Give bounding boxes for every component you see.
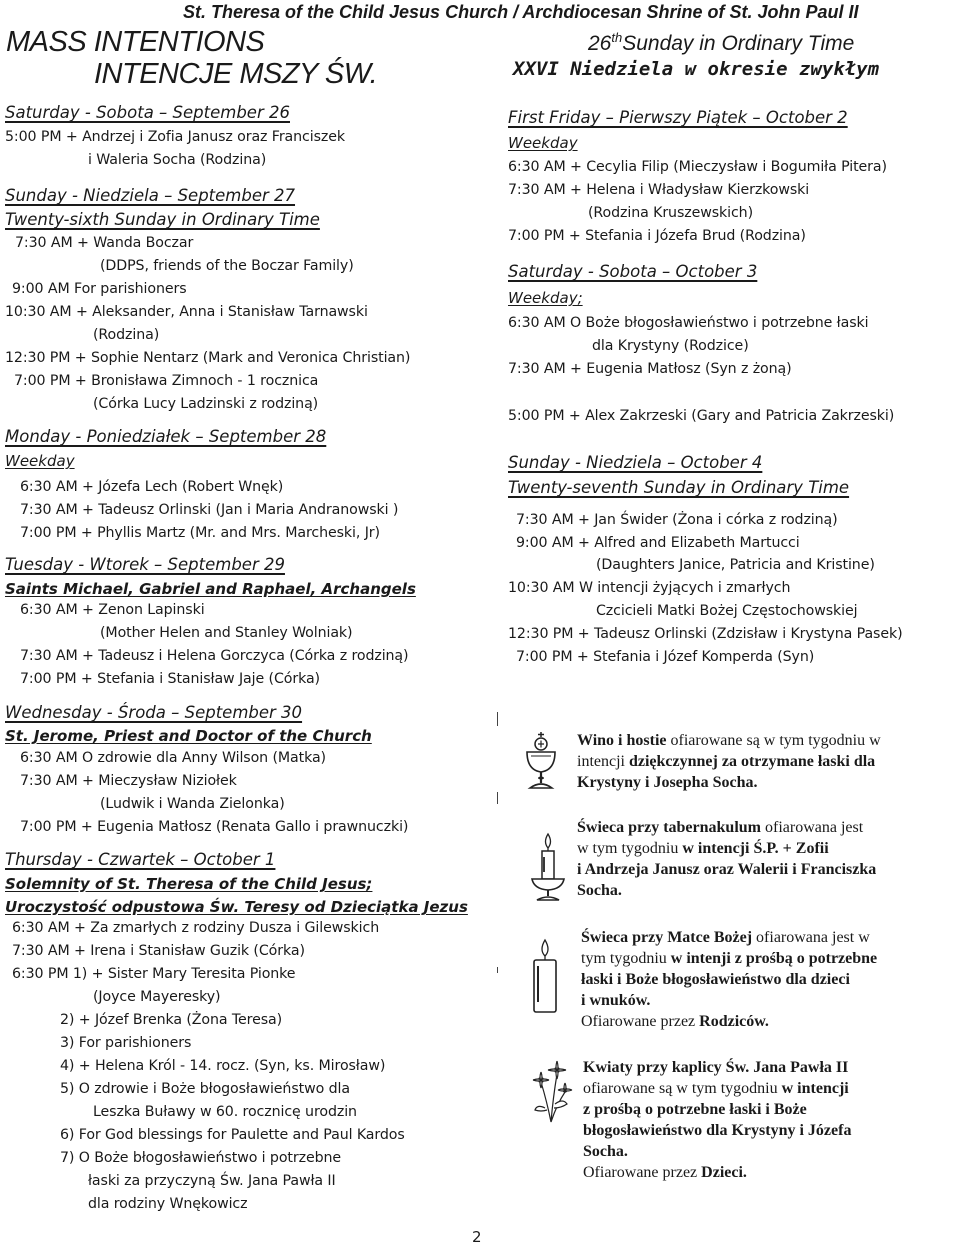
feast-subheading: Twenty-sixth Sunday in Ordinary Time bbox=[5, 210, 320, 229]
intention-line: dla Krystyny (Rodzice) bbox=[592, 338, 749, 354]
intention-line: dla rodziny Wnękowicz bbox=[88, 1196, 248, 1212]
tabernacle-candle-note: Świeca przy tabernakulum ofiarowana jest w tym tygodniu w intencji Ś.P. + Zofii i Andrzeja Janusz oraz Walerii i Franciszka Socha. bbox=[577, 819, 877, 899]
day-heading: Monday - Poniedziałek – September 28 bbox=[5, 427, 327, 446]
intention-line: (Rodzina) bbox=[93, 327, 160, 343]
day-heading: First Friday – Pierwszy Piątek – October 2 bbox=[508, 108, 848, 127]
intention-line: 10:30 AM + Aleksander, Anna i Stanisław Tarnawski bbox=[5, 304, 368, 320]
page-number: 2 bbox=[472, 1228, 482, 1246]
mass-intentions-title-pl: INTENCJE MSZY ŚW. bbox=[94, 58, 378, 90]
parish-header: St. Theresa of the Child Jesus Church / Archdiocesan Shrine of St. John Paul II bbox=[183, 2, 859, 22]
flowers-icon bbox=[527, 1052, 575, 1126]
intention-line: (Mother Helen and Stanley Wolniak) bbox=[100, 625, 353, 641]
intention-line: 7:00 PM + Stefania i Stanisław Jaje (Córka) bbox=[20, 671, 320, 687]
day-heading: Sunday - Niedziela – October 4 bbox=[508, 453, 763, 472]
feast-subheading: St. Jerome, Priest and Doctor of the Church bbox=[5, 727, 372, 745]
border-mark bbox=[497, 792, 498, 804]
intention-line: Czcicieli Matki Bożej Częstochowskiej bbox=[596, 603, 858, 619]
intention-line: 7:30 AM + Jan Świder (Żona i córka z rodziną) bbox=[516, 512, 838, 528]
offerings-box bbox=[497, 712, 945, 1194]
mary-candle-note: Świeca przy Matce Bożej ofiarowana jest w tym tygodniu w intenji z prośbą o potrzebne łaski i Boże błogosławieństwo dla dzieci i wnuków. Ofiarowane przez Rodziców. bbox=[581, 929, 878, 1030]
intention-line: 5:00 PM + Alex Zakrzeski (Gary and Patricia Zakrzeski) bbox=[508, 408, 895, 424]
flowers-note: Kwiaty przy kaplicy Św. Jana Pawła II ofiarowane są w tym tygodniu w intencji z prośbą o potrzebne łaski i Boże błogosławieństwo dla Krystyny i Józefa Socha. Ofiarowane przez Dzieci. bbox=[583, 1059, 852, 1181]
intention-line: 6:30 AM + Cecylia Filip (Mieczysław i Bogumiła Pitera) bbox=[508, 159, 887, 175]
intention-line: 7:00 PM + Stefania i Józef Komperda (Syn) bbox=[516, 649, 815, 665]
day-heading: Sunday - Niedziela – September 27 bbox=[5, 186, 296, 205]
day-heading: Saturday - Sobota – September 26 bbox=[5, 103, 290, 122]
intention-line: 7:00 PM + Stefania i Józefa Brud (Rodzina) bbox=[508, 228, 806, 244]
intention-line: (DDPS, friends of the Boczar Family) bbox=[100, 258, 354, 274]
intention-line: 6:30 AM O Boże błogosławieństwo i potrzebne łaski bbox=[508, 315, 869, 331]
day-heading: Wednesday - Środa – September 30 bbox=[5, 703, 303, 722]
intention-line: 6:30 AM O zdrowie dla Anny Wilson (Matka) bbox=[20, 750, 326, 766]
intention-line: 4) + Helena Król - 14. rocz. (Syn, ks. Mirosław) bbox=[60, 1058, 386, 1074]
intention-line: 7) O Boże błogosławieństwo i potrzebne bbox=[60, 1150, 342, 1166]
intention-line: i Waleria Socha (Rodzina) bbox=[88, 152, 267, 168]
intention-line: 7:00 PM + Phyllis Martz (Mr. and Mrs. Marcheski, Jr) bbox=[20, 525, 380, 541]
day-heading: Thursday - Czwartek – October 1 bbox=[5, 850, 276, 869]
intention-line: 6:30 PM 1) + Sister Mary Teresita Pionke bbox=[12, 966, 296, 982]
intention-line: (Joyce Mayeresky) bbox=[93, 989, 221, 1005]
wine-hosts-note: Wino i hostie ofiarowane są w tym tygodniu w intencji dziękczynnej za otrzymane łaski dla Krystyny i Josepha Socha. bbox=[577, 732, 881, 791]
feast-subheading: Uroczystość odpustowa Św. Teresy od Dzieciątka Jezus bbox=[5, 898, 468, 916]
day-heading: Saturday - Sobota – October 3 bbox=[508, 262, 758, 281]
intention-line: 9:00 AM For parishioners bbox=[12, 281, 187, 297]
intention-line: (Córka Lucy Ladzinski z rodziną) bbox=[93, 396, 319, 412]
sunday-title: 26thSunday in Ordinary Time bbox=[588, 30, 855, 55]
intention-line: (Ludwik i Wanda Zielonka) bbox=[100, 796, 285, 812]
intention-line: 12:30 PM + Sophie Nentarz (Mark and Veronica Christian) bbox=[5, 350, 411, 366]
chalice-host-icon bbox=[521, 730, 561, 792]
intention-line: 7:00 PM + Bronisława Zimnoch - 1 rocznica bbox=[14, 373, 319, 389]
candle-icon bbox=[525, 938, 565, 1016]
intention-line: (Rodzina Kruszewskich) bbox=[588, 205, 754, 221]
mass-intentions-title: MASS INTENTIONS bbox=[6, 26, 265, 58]
feast-subheading: Weekday bbox=[508, 134, 578, 152]
intention-line: 7:30 AM + Tadeusz Orlinski (Jan i Maria Andranowski ) bbox=[20, 502, 399, 518]
intention-line: 7:30 AM + Helena i Władysław Kierzkowski bbox=[508, 182, 810, 198]
intention-line: 6) For God blessings for Paulette and Paul Kardos bbox=[60, 1127, 405, 1143]
intention-line: 6:30 AM + Józefa Lech (Robert Wnęk) bbox=[20, 479, 284, 495]
intention-line: 7:30 AM + Tadeusz i Helena Gorczyca (Córka z rodziną) bbox=[20, 648, 409, 664]
feast-subheading: Saints Michael, Gabriel and Raphael, Archangels bbox=[5, 580, 416, 598]
intention-line: Leszka Buławy w 60. rocznicę urodzin bbox=[93, 1104, 357, 1120]
intention-line: 7:30 AM + Mieczysław Niziołek bbox=[20, 773, 237, 789]
intention-line: 2) + Józef Brenka (Żona Teresa) bbox=[60, 1012, 283, 1028]
intention-line: 7:00 PM + Eugenia Matłosz (Renata Gallo i prawnuczki) bbox=[20, 819, 409, 835]
intention-line: łaski za przyczyną Św. Jana Pawła II bbox=[88, 1173, 336, 1189]
feast-subheading: Twenty-seventh Sunday in Ordinary Time bbox=[508, 478, 850, 497]
intention-line: (Daughters Janice, Patricia and Kristine) bbox=[596, 557, 875, 573]
feast-subheading: Solemnity of St. Theresa of the Child Jesus; bbox=[5, 875, 373, 893]
intention-line: 6:30 AM + Zenon Lapinski bbox=[20, 602, 205, 618]
intention-line: 3) For parishioners bbox=[60, 1035, 192, 1051]
feast-subheading: Weekday; bbox=[508, 289, 583, 307]
intention-line: 6:30 AM + Za zmarłych z rodziny Dusza i Gilewskich bbox=[12, 920, 380, 936]
intention-line: 7:30 AM + Wanda Boczar bbox=[15, 235, 194, 251]
intention-line: 7:30 AM + Irena i Stanisław Guzik (Córka) bbox=[12, 943, 305, 959]
intention-line: 9:00 AM + Alfred and Elizabeth Martucci bbox=[516, 535, 800, 551]
sunday-title-pl: XXVI Niedziela w okresie zwykłym bbox=[513, 58, 880, 80]
intention-line: 5:00 PM + Andrzej i Zofia Janusz oraz Franciszek bbox=[5, 129, 345, 145]
feast-subheading: Weekday bbox=[5, 452, 75, 470]
candle-holder-icon bbox=[525, 832, 571, 904]
intention-line: 12:30 PM + Tadeusz Orlinski (Zdzisław i Krystyna Pasek) bbox=[508, 626, 903, 642]
border-mark bbox=[497, 967, 498, 973]
intention-line: 5) O zdrowie i Boże błogosławieństwo dla bbox=[60, 1081, 350, 1097]
intention-line: 10:30 AM W intencji żyjących i zmarłych bbox=[508, 580, 791, 596]
border-mark bbox=[497, 712, 498, 726]
intention-line: 7:30 AM + Eugenia Matłosz (Syn z żoną) bbox=[508, 361, 792, 377]
day-heading: Tuesday - Wtorek – September 29 bbox=[5, 555, 285, 574]
